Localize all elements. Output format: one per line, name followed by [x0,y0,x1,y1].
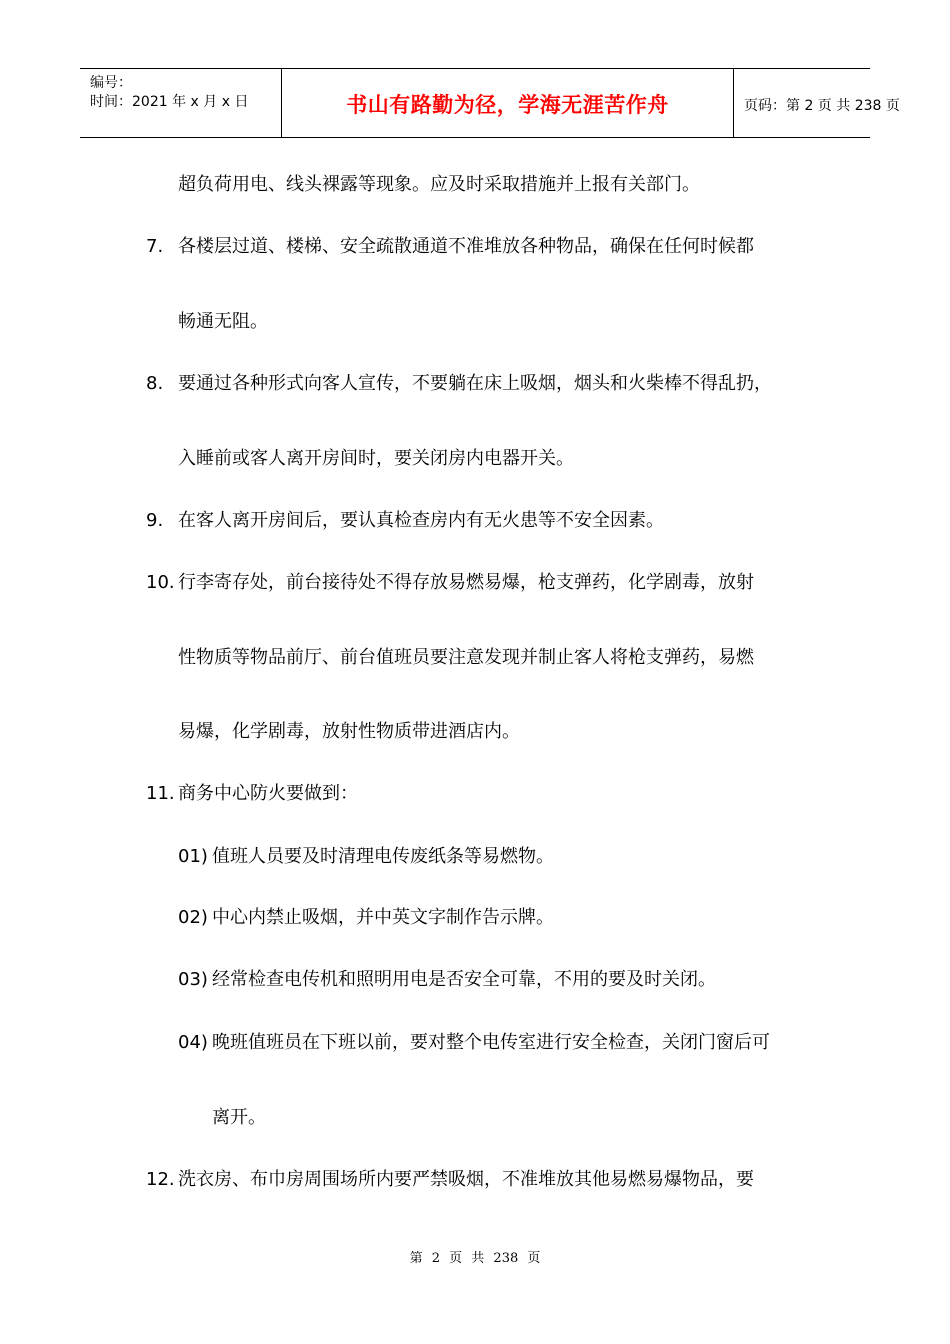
list-item-line: 入睡前或客人离开房间时，要关闭房内电器开关。 [178,448,574,469]
header-motto-cell [281,69,734,137]
list-item-line: 在客人离开房间后，要认真检查房内有无火患等不安全因素。 [178,510,664,531]
header-meta-cell [80,69,281,137]
list-item-number: 10. [146,572,175,593]
page-footer: 第 2 页 共 238 页 [409,1251,541,1266]
list-item-line: 易爆，化学剧毒，放射性物质带进酒店内。 [178,721,520,742]
list-item-line: 性物质等物品前厅、前台值班员要注意发现并制止客人将枪支弹药，易燃 [178,647,754,668]
list-item-number: 11. [146,783,175,804]
list-item-line: 畅通无阻。 [178,311,268,332]
serial-label: 编号： [90,75,132,91]
list-item-number: 7. [146,236,164,257]
header-page-cell [733,69,900,137]
list-item-number: 9. [146,510,164,531]
sub-item-line: 晚班值班员在下班以前，要对整个电传室进行安全检查，关闭门窗后可 [212,1032,770,1053]
document-header [80,68,900,138]
sub-item-number: 02) [178,907,208,928]
sub-item-line: 经常检查电传机和照明用电是否安全可靠，不用的要及时关闭。 [212,969,716,990]
sub-item-number: 03) [178,969,208,990]
list-item-number: 8. [146,373,164,394]
list-item-line: 行李寄存处，前台接待处不得存放易燃易爆，枪支弹药，化学剧毒，放射 [178,572,754,593]
list-item-line: 各楼层过道、楼梯、安全疏散通道不准堆放各种物品，确保在任何时候都 [178,236,754,257]
sub-item-line: 离开。 [212,1107,266,1128]
page-info: 页码：第 2 页 共 238 页 [744,98,900,114]
motto-text: 书山有路勤为径，学海无涯苦作舟 [346,93,669,117]
list-item-line: 洗衣房、布巾房周围场所内要严禁吸烟，不准堆放其他易燃易爆物品，要 [178,1169,754,1190]
sub-item-line: 值班人员要及时清理电传废纸条等易燃物。 [212,846,554,867]
list-item-number: 12. [146,1169,175,1190]
list-item-line: 商务中心防火要做到： [178,783,358,804]
list-item-line: 要通过各种形式向客人宣传，不要躺在床上吸烟，烟头和火柴棒不得乱扔， [178,373,772,394]
continuation-line: 超负荷用电、线头裸露等现象。应及时采取措施并上报有关部门。 [178,174,700,195]
sub-item-line: 中心内禁止吸烟，并中英文字制作告示牌。 [212,907,554,928]
sub-item-number: 01) [178,846,208,867]
sub-item-number: 04) [178,1032,208,1053]
date-label: 时间：2021 年 x 月 x 日 [90,94,249,110]
